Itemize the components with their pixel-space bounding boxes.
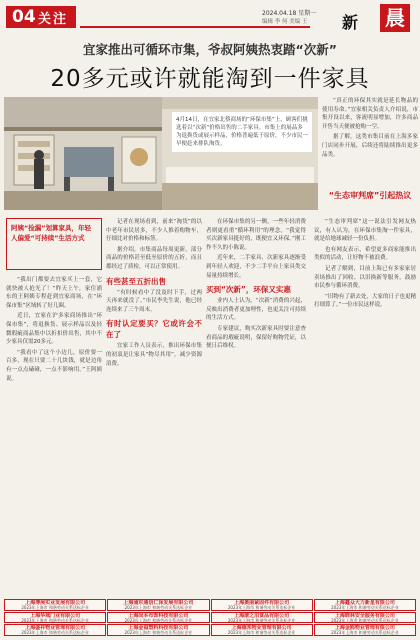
- paragraph: 专家建议，购买次新家具时要注意查看商品的瑕疵说明，保留好购物凭证，以便日后维权。: [206, 325, 306, 350]
- ad-cell: [314, 624, 416, 636]
- ad-title: 上海金福塑料科技有限公司: [128, 625, 189, 632]
- ad-subtitle: 2023年上海市 和谐劳动关系达标企业: [124, 617, 193, 623]
- paragraph: “我看中了这个小边几，原价要一百多，现在只要二十几块钱，就是边角有一点点磕碰，一点不影响用。”王阿姨说。: [6, 349, 102, 382]
- paragraph: “真正的环保其实就是延长物品的使用寿命。”宜家相关负责人介绍说，市集开设以来，客流明显增加，许多商品开售当天便被抢购一空。: [322, 98, 418, 130]
- ad-cell: [211, 624, 313, 636]
- paragraph: “我出门都要去宜家买上一套，它就快被人抢光了！”昨天上午，家住浦东的王阿姨专程赶到宜家商场，在“环保市集”区域转了好几圈。: [6, 277, 102, 309]
- ad-cell: [107, 612, 209, 624]
- column-3: [206, 218, 306, 594]
- article-subhead: 宜家推出可循环市集，爷叔阿姨热衷踏“次新”: [83, 42, 337, 57]
- section-rule: [80, 26, 310, 28]
- column-right-top: [322, 97, 418, 185]
- ad-title: 上海金鸥物业管理有限公司: [334, 625, 395, 632]
- ad-title: 上海博展实业发展有限公司: [25, 600, 86, 606]
- paragraph: 宜家工作人员表示，推出环保市集的初衷是让家具“物尽其用”，减少资源浪费。: [106, 343, 202, 367]
- ad-subtitle: 2023年上海市 和谐劳动关系达标企业: [331, 605, 399, 610]
- issue-date: 2024.04.18 星期一: [262, 10, 317, 17]
- ad-title: 上海康之泊食品有限公司: [234, 612, 290, 619]
- ad-subtitle: 2023年上海市 和谐劳动关系达标企业: [331, 617, 399, 623]
- subheading: 有时认定要买？它或许会不在了: [106, 319, 202, 340]
- paragraph: 据介绍，市集商品每周更新，部分商品的价格甚至低至原价的五折，而且都经过了质检，可以正常使用。: [106, 246, 202, 270]
- ad-cell: [4, 599, 106, 611]
- ad-subtitle: 2023年上海市 和谐劳动关系达标企业: [21, 605, 89, 610]
- ad-subtitle: 2023年上海市 和谐劳动关系达标企业: [21, 630, 89, 636]
- ad-subtitle: 2023年上海市 和谐劳动关系达标企业: [124, 605, 193, 610]
- ad-cell: [211, 599, 313, 611]
- ad-title: 上海晓林安全服务有限公司: [334, 612, 395, 619]
- paragraph: 据了解，这类市集目前在上海多家门店同步开展，后续还将陆续推出更多品类。: [322, 134, 418, 158]
- ad-cell: [211, 612, 313, 624]
- paragraph: 记者在现场看到，前来“淘货”的以中老年市民居多，不少人推着购物车，仔细比对价格和标签。: [106, 219, 202, 243]
- column-1: [6, 276, 102, 594]
- logo-char-a: 新: [342, 13, 359, 32]
- ad-cell: [107, 624, 209, 636]
- subheading: 有些甚至五折出售: [106, 276, 166, 286]
- page-header: [0, 0, 420, 34]
- article-headline: 20多元或许就能淘到一件家具: [50, 66, 370, 92]
- section-tag: [6, 6, 76, 28]
- paragraph: “旧物有了新去处，大家的日子也更精打细算了。”一位市民这样说。: [314, 293, 416, 309]
- section-name: 关注: [38, 11, 69, 27]
- photo-store-interior: [4, 97, 162, 210]
- paragraph: 近日，宜家在沪多家商场推出“环保市集”，将退换货、展示样品以及轻微瑕疵商品集中以折扣价出售，其中不少家具仅需20多元。: [6, 313, 102, 346]
- ad-title: 上海德邦物业管理有限公司: [231, 625, 292, 632]
- ad-subtitle: 2023年上海市 和谐劳动关系达标企业: [21, 617, 89, 623]
- ad-title: 上海奥丽紧固件有限公司: [234, 600, 290, 606]
- box-headline: “生态审判席”引起热议: [328, 191, 412, 200]
- ad-subtitle: 2023年上海市 和谐劳动关系达标企业: [227, 630, 296, 636]
- paragraph: “有时候看中了没及时下手，过两天再来就没了。”市民李先生说，他已经连续来了三个周末。: [106, 289, 202, 313]
- ad-subtitle: 2023年上海市 和谐劳动关系达标企业: [227, 617, 296, 623]
- ad-title: 上海鑫众大力新星有限公司: [334, 600, 395, 606]
- column-2: [106, 218, 202, 594]
- ad-cell: [107, 599, 209, 611]
- lead-box: [6, 218, 102, 270]
- ads-grid: [4, 599, 416, 636]
- paragraph: 业内人士认为，“次新”消费的兴起，反映出消费者更加理性，也更关注可持续的生活方式。: [206, 298, 306, 322]
- ad-title: 上海盛祥物业管理有限公司: [25, 625, 86, 632]
- ad-subtitle: 2023年上海市 和谐劳动关系达标企业: [124, 630, 193, 636]
- ad-cell: [4, 624, 106, 636]
- paragraph: 近年来，二手家具、次新家具逐渐受到年轻人欢迎，不少二手平台上家具类交易量持续增长。: [206, 255, 306, 279]
- logo-char-b: 晨: [380, 4, 410, 32]
- paragraph: 记者了解到，目前上海已有多家家居卖场推出了回收、以旧换新等服务，鼓励市民参与循环消费。: [314, 265, 416, 290]
- ad-title: 上海华城门业有限公司: [30, 612, 81, 619]
- paragraph: 也有网友表示，希望更多商家能推出类似的活动，让好物不被浪费。: [314, 246, 416, 262]
- newspaper-logo: [342, 4, 414, 32]
- ad-title: 上海浦东通信仁泽发展有限公司: [123, 600, 194, 606]
- column-4: [314, 218, 416, 594]
- subheading: 买到“次新”，环保又实惠: [206, 285, 291, 295]
- lead-text: 阿姨“捡漏”划算家具，年轻人偏爱“可持续”生活方式: [11, 224, 92, 242]
- ad-cell: [314, 612, 416, 624]
- ad-subtitle: 2023年上海市 和谐劳动关系达标企业: [227, 605, 296, 610]
- section-number: 04: [12, 7, 36, 27]
- ad-subtitle: 2023年上海市 和谐劳动关系达标企业: [331, 630, 399, 636]
- paragraph: “生态审判席”这一说法引发网友热议，有人认为，在环保市集淘一件家具，就是给地球减轻一份负担。: [314, 219, 416, 243]
- photo-caption: 4月14日，在宜家北蔡商场的“环保市集”上，顾客们挑选着以“次新”价格出售的二手家具。市集上的展品多为退换货或展示样品，价格普遍低于原价，不少市民一早便赶来排队淘货。: [172, 112, 312, 152]
- ad-cell: [314, 599, 416, 611]
- ad-cell: [4, 612, 106, 624]
- ad-title: 上海闵本布饰科技有限公司: [128, 612, 189, 619]
- paragraph: 在环保市集的另一侧，一些年轻消费者则更看重“循环利用”的理念。“我觉得买次新家具挺好的，既便宜又环保。”刚工作不久的小陈说。: [206, 219, 306, 251]
- editor-credits: 编辑 李 何 美编 王: [262, 19, 308, 25]
